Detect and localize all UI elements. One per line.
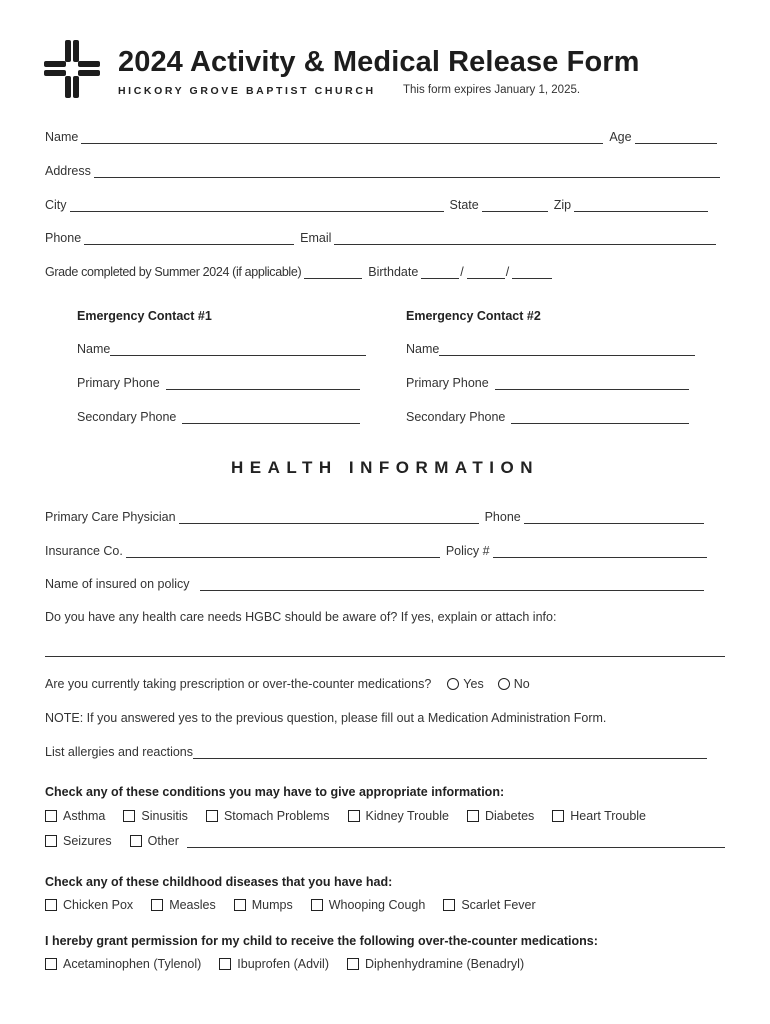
condition-label: Diabetes [484, 809, 535, 823]
checkbox-icon[interactable] [45, 958, 57, 970]
checkbox-icon[interactable] [151, 899, 163, 911]
medications-no-option[interactable] [498, 677, 530, 691]
physician-phone-field[interactable] [524, 511, 704, 524]
medication-label: Acetaminophen (Tylenol) [63, 957, 202, 971]
grade-birthdate-row [45, 265, 552, 279]
state-label: State [449, 198, 479, 212]
ec2-name-row [406, 342, 695, 356]
checkbox-icon[interactable] [206, 810, 218, 822]
zip-field[interactable] [574, 199, 708, 212]
ec1-name-field[interactable] [110, 343, 366, 356]
medication-label: Diphenhydramine (Benadryl) [365, 957, 525, 971]
physician-phone-label: Phone [484, 510, 521, 524]
address-field[interactable] [94, 165, 720, 178]
condition-label: Sinusitis [141, 809, 188, 823]
ec1-secondary-row [77, 410, 360, 424]
insured-field[interactable] [200, 578, 704, 591]
ec2-primary-row [406, 376, 689, 390]
condition-label: Asthma [63, 809, 106, 823]
checkbox-icon[interactable] [311, 899, 323, 911]
condition-sinusitis[interactable] [123, 809, 188, 823]
condition-label: Kidney Trouble [365, 809, 449, 823]
ec2-name-field[interactable] [439, 343, 695, 356]
no-label: No [513, 677, 530, 691]
emergency-contact-2-heading: Emergency Contact #2 [406, 309, 541, 323]
name-field[interactable] [81, 131, 603, 144]
yes-label: Yes [463, 677, 484, 691]
checkbox-icon[interactable] [467, 810, 479, 822]
condition-other[interactable] [130, 834, 179, 848]
disease-chicken-pox[interactable] [45, 898, 133, 912]
disease-label: Chicken Pox [63, 898, 134, 912]
checkbox-icon[interactable] [348, 810, 360, 822]
childhood-diseases-heading: Check any of these childhood diseases that you have had: [45, 875, 393, 889]
medications-yes-option[interactable] [447, 677, 483, 691]
ec1-primary-field[interactable] [166, 377, 360, 390]
disease-measles[interactable] [151, 898, 216, 912]
disease-scarlet-fever[interactable] [443, 898, 535, 912]
health-needs-field[interactable] [45, 656, 725, 657]
email-field[interactable] [334, 232, 716, 245]
checkbox-icon[interactable] [130, 835, 142, 847]
ec2-primary-label: Primary Phone [406, 376, 489, 390]
medication-label: Ibuprofen (Advil) [237, 957, 329, 971]
conditions-row-2 [45, 834, 179, 848]
policy-field[interactable] [493, 545, 707, 558]
city-state-zip-row [45, 198, 708, 212]
ec1-primary-row [77, 376, 360, 390]
date-separator: / [460, 265, 464, 279]
conditions-heading: Check any of these conditions you may have to give appropriate information: [45, 785, 505, 799]
ec2-secondary-row [406, 410, 689, 424]
insured-label: Name of insured on policy [45, 577, 190, 591]
birthdate-label: Birthdate [368, 265, 419, 279]
checkbox-icon[interactable] [443, 899, 455, 911]
date-separator: / [505, 265, 510, 279]
checkbox-icon[interactable] [219, 958, 231, 970]
checkbox-icon[interactable] [45, 810, 57, 822]
disease-label: Measles [169, 898, 216, 912]
city-label: City [45, 198, 67, 212]
physician-row [45, 510, 704, 524]
insurance-row [45, 544, 707, 558]
emergency-contact-1-heading: Emergency Contact #1 [77, 309, 212, 323]
zip-label: Zip [553, 198, 572, 212]
medications-question: Are you currently taking prescription or over-the-counter medications? [45, 677, 432, 691]
address-row [45, 164, 720, 178]
grade-label: Grade completed by Summer 2024 (if applicable) [45, 265, 302, 279]
checkbox-icon[interactable] [552, 810, 564, 822]
disease-label: Whooping Cough [328, 898, 426, 912]
phone-label: Phone [45, 231, 82, 245]
phone-field[interactable] [84, 232, 294, 245]
ec1-primary-label: Primary Phone [77, 376, 160, 390]
email-label: Email [300, 231, 332, 245]
form-title: 2024 Activity & Medical Release Form [118, 46, 640, 78]
address-label: Address [45, 164, 91, 178]
condition-label: Seizures [63, 834, 112, 848]
otc-acetaminophen[interactable] [45, 957, 201, 971]
insured-row [45, 577, 704, 591]
checkbox-icon[interactable] [45, 899, 57, 911]
age-label: Age [609, 130, 632, 144]
physician-field[interactable] [179, 511, 479, 524]
checkbox-icon[interactable] [234, 899, 246, 911]
condition-heart-trouble[interactable] [552, 809, 646, 823]
phone-email-row [45, 231, 716, 245]
ec2-secondary-label: Secondary Phone [406, 410, 506, 424]
ec1-secondary-label: Secondary Phone [77, 410, 177, 424]
condition-stomach-problems[interactable] [206, 809, 330, 823]
health-information-heading: HEALTH INFORMATION [230, 458, 540, 477]
physician-label: Primary Care Physician [45, 510, 176, 524]
condition-seizures[interactable] [45, 834, 112, 848]
city-field[interactable] [70, 199, 444, 212]
condition-label: Heart Trouble [570, 809, 647, 823]
ec2-primary-field[interactable] [495, 377, 689, 390]
name-label: Name [45, 130, 79, 144]
disease-mumps[interactable] [234, 898, 293, 912]
health-needs-question: Do you have any health care needs HGBC should be aware of? If yes, explain or attach info: [45, 610, 557, 624]
church-logo-icon [44, 40, 100, 98]
birthdate-year-field[interactable] [512, 266, 552, 279]
disease-whooping-cough[interactable] [311, 898, 426, 912]
ec1-secondary-field[interactable] [182, 411, 360, 424]
condition-label: Other [147, 834, 179, 848]
otc-ibuprofen[interactable] [219, 957, 329, 971]
insurance-field[interactable] [126, 545, 440, 558]
allergies-row [45, 745, 707, 759]
allergies-label: List allergies and reactions [45, 745, 193, 759]
condition-other-field[interactable] [187, 847, 725, 848]
expiration-note: This form expires January 1, 2025. [403, 84, 581, 96]
age-field[interactable] [635, 131, 717, 144]
policy-label: Policy # [445, 544, 490, 558]
ec1-name-row [77, 342, 366, 356]
ec2-name-label: Name [406, 342, 440, 356]
condition-diabetes[interactable] [467, 809, 534, 823]
checkbox-icon[interactable] [347, 958, 359, 970]
radio-icon[interactable] [447, 678, 459, 690]
name-age-row [45, 130, 725, 144]
ec1-name-label: Name [77, 342, 111, 356]
birthdate-month-field[interactable] [421, 266, 459, 279]
otc-medications-row [45, 957, 524, 971]
checkbox-icon[interactable] [123, 810, 135, 822]
allergies-field[interactable] [193, 746, 707, 759]
medications-row [45, 677, 544, 691]
childhood-diseases-row [45, 898, 536, 912]
insurance-label: Insurance Co. [45, 544, 123, 558]
church-name: HICKORY GROVE BAPTIST CHURCH [118, 85, 376, 97]
otc-permission-heading: I hereby grant permission for my child to receive the following over-the-counter medications: [45, 934, 598, 948]
otc-diphenhydramine[interactable] [347, 957, 524, 971]
grade-field[interactable] [304, 266, 362, 279]
disease-label: Mumps [251, 898, 293, 912]
medication-note: NOTE: If you answered yes to the previous question, please fill out a Medication Administration Form. [45, 711, 607, 725]
disease-label: Scarlet Fever [461, 898, 536, 912]
condition-kidney-trouble[interactable] [348, 809, 449, 823]
radio-icon[interactable] [498, 678, 510, 690]
conditions-row-1 [45, 809, 646, 823]
checkbox-icon[interactable] [45, 835, 57, 847]
birthdate-day-field[interactable] [467, 266, 505, 279]
condition-label: Stomach Problems [223, 809, 330, 823]
state-field[interactable] [482, 199, 548, 212]
condition-asthma[interactable] [45, 809, 105, 823]
ec2-secondary-field[interactable] [511, 411, 689, 424]
